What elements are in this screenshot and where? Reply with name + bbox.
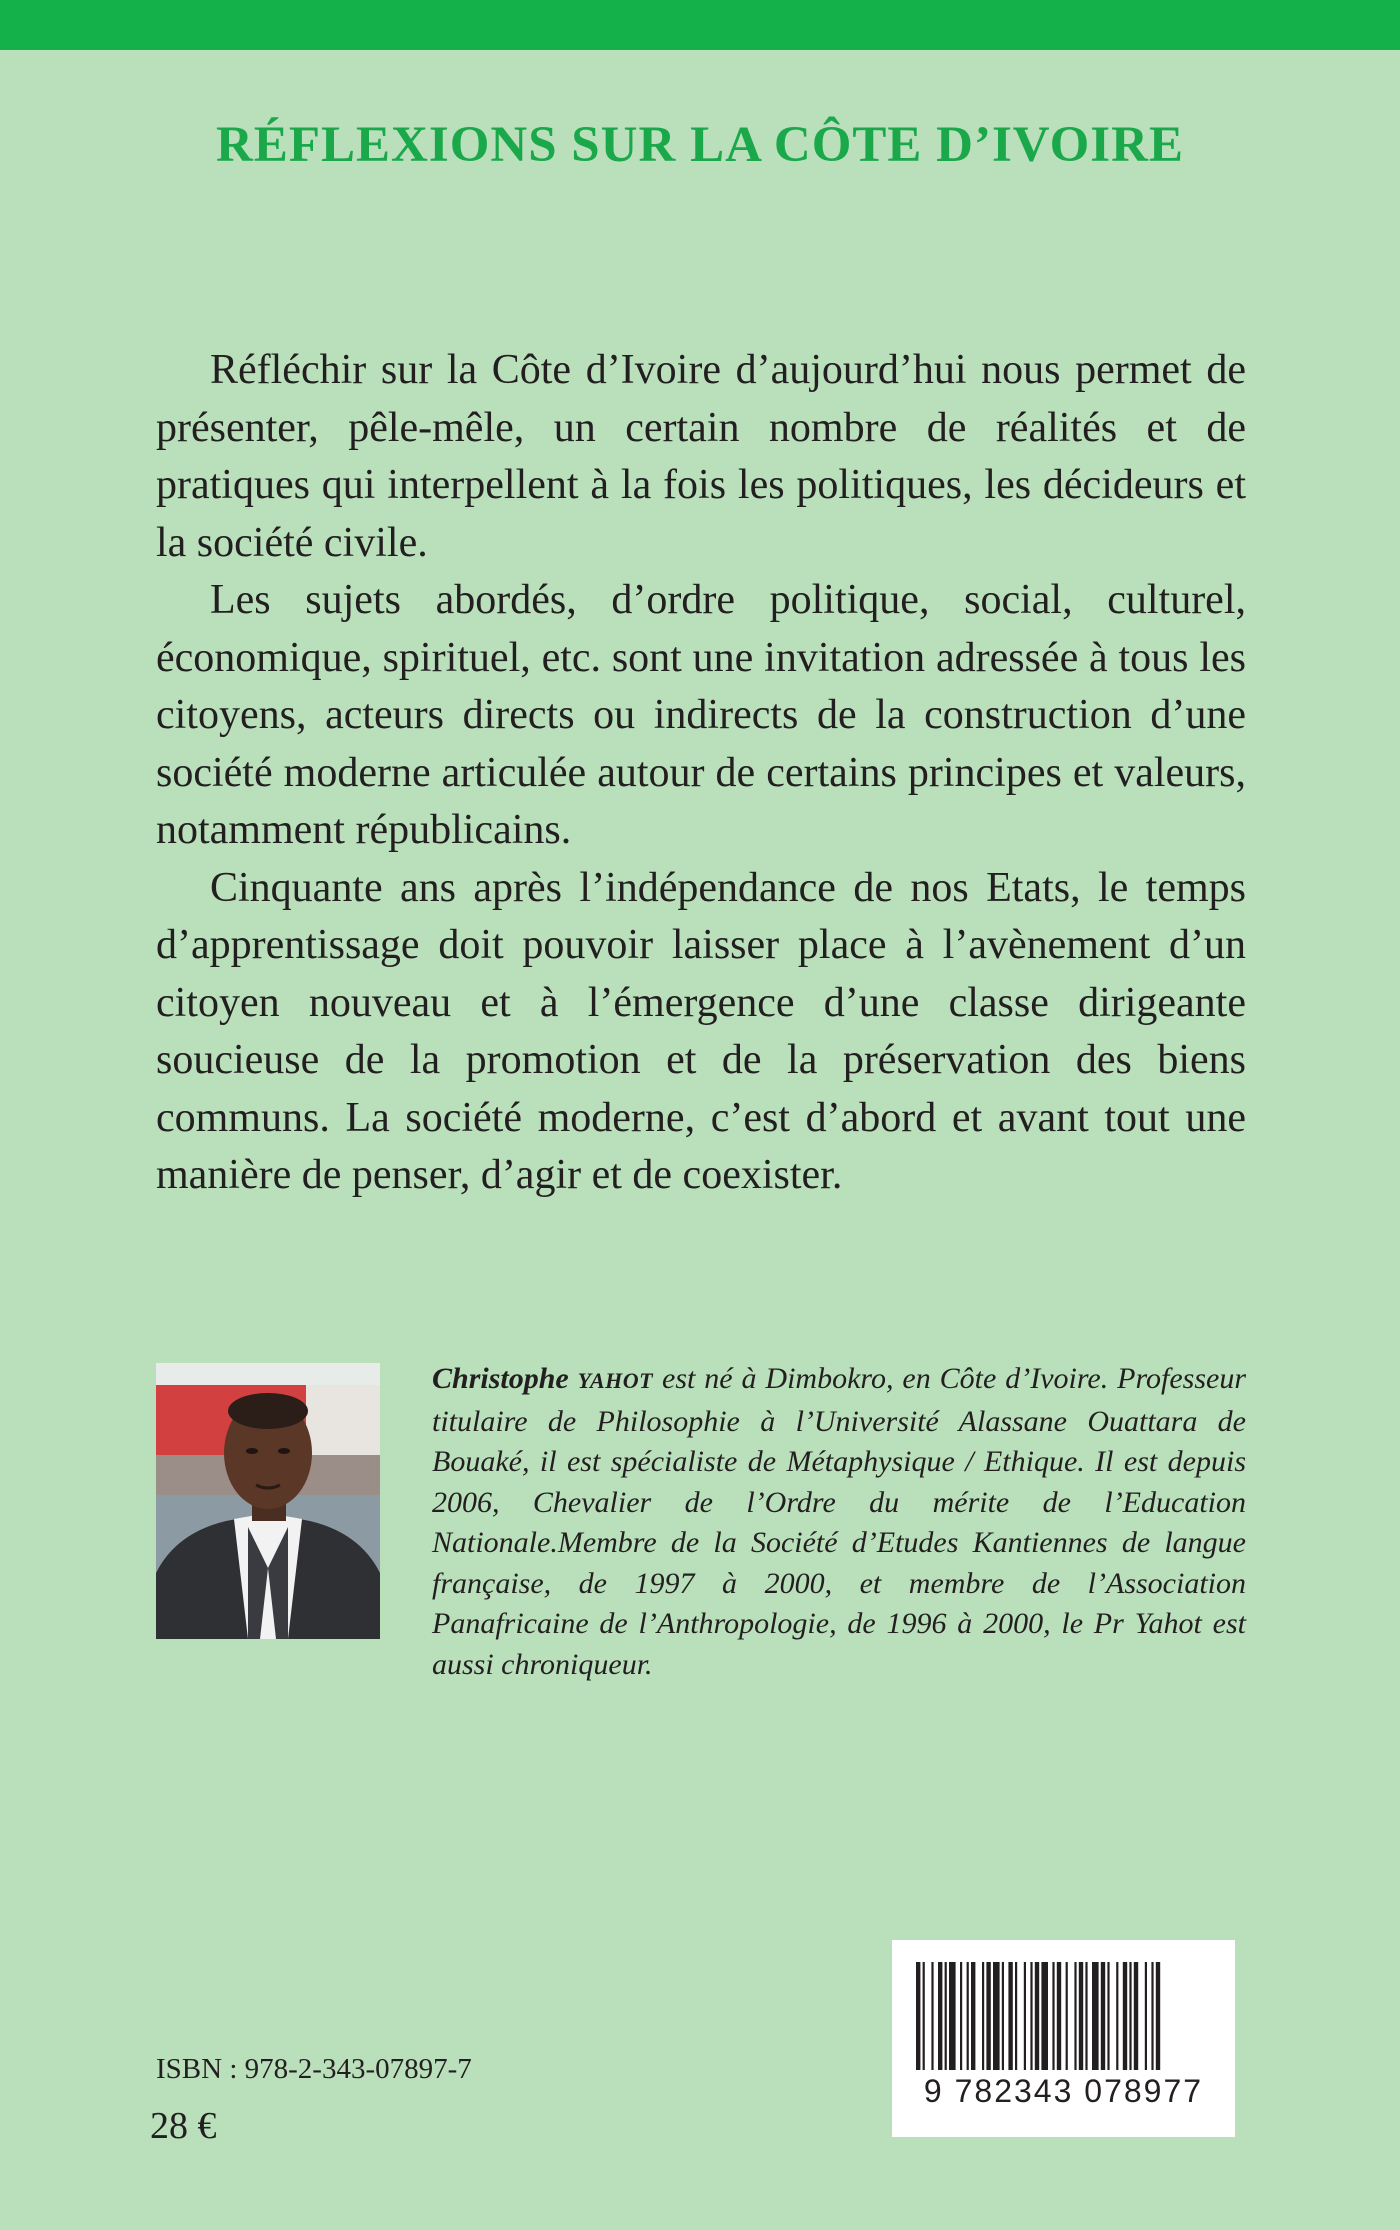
synopsis-paragraph: Les sujets abordés, d’ordre politique, social, culturel, économique, spirituel, etc. sont une invitation adressée à tous les citoyens, acteurs directs ou indirects de la construction d’une société moderne articulée autour de certains principes et valeurs, notamment républicains. <box>156 577 1246 853</box>
barcode-bar <box>938 1962 942 2070</box>
synopsis <box>156 342 1246 1205</box>
barcode-bar <box>1002 1962 1004 2070</box>
author-last-name: YAHOT <box>577 1368 654 1393</box>
barcode-bar <box>916 1962 920 2070</box>
barcode-bar <box>982 1962 984 2070</box>
barcode-bar <box>967 1962 969 2070</box>
barcode-bar <box>1066 1962 1068 2070</box>
barcode-bar <box>1151 1962 1153 2070</box>
barcode-bar <box>971 1962 975 2070</box>
barcode-bar <box>986 1962 990 2070</box>
synopsis-paragraph: Cinquante ans après l’indépendance de nos Etats, le temps d’apprentissage doit pouvoir laisser place à l’avènement d’un citoyen nouveau et à l’émergence d’une classe dirigeante soucieuse de la promotion et de la préservation des biens communs. La société moderne, c’est d’abord et avant tout une manière de penser, d’agir et de coexister. <box>156 864 1246 1198</box>
barcode-bar <box>993 1962 1000 2070</box>
barcode-bar <box>960 1962 962 2070</box>
author-portrait-image <box>156 1363 380 1639</box>
barcode-bar <box>1030 1962 1032 2070</box>
barcode-bar <box>931 1962 933 2070</box>
barcode-bar <box>1041 1962 1048 2070</box>
barcode-bar <box>1092 1962 1099 2070</box>
barcode-bar <box>1074 1962 1076 2070</box>
barcode-digits: 9 782343 078977 <box>923 2073 1204 2109</box>
barcode-bar <box>949 1962 956 2070</box>
barcode-bar <box>1008 1962 1012 2070</box>
barcode-bar <box>1123 1962 1127 2070</box>
author-bio <box>432 1359 1246 1685</box>
barcode-bar <box>1015 1962 1017 2070</box>
barcode-bar <box>923 1962 925 2070</box>
barcode-bar <box>1024 1962 1026 2070</box>
barcode-bar <box>1116 1962 1118 2070</box>
barcode-bar <box>1052 1962 1054 2070</box>
barcode-bar <box>1057 1962 1061 2070</box>
barcode-bar <box>1085 1962 1087 2070</box>
barcode-bar <box>1101 1962 1105 2070</box>
barcode-bar <box>1129 1962 1131 2070</box>
barcode-bar <box>1145 1962 1147 2070</box>
barcode-bar <box>945 1962 947 2070</box>
synopsis-paragraph: Réfléchir sur la Côte d’Ivoire d’aujourd’hui nous permet de présenter, pêle-mêle, un certain nombre de réalités et de pratiques qui interpellent à la fois les politiques, les décideurs et la société civile. <box>156 347 1246 566</box>
barcode-bar <box>1156 1962 1160 2070</box>
price: 28 € <box>150 2105 217 2147</box>
barcode-bar <box>1079 1962 1083 2070</box>
isbn: ISBN : 978-2-343-07897-7 <box>156 2053 472 2085</box>
author-bio-text: est né à Dimbokro, en Côte d’Ivoire. Professeur titulaire de Philosophie à l’Université Alassane Ouattara de Bouaké, il est spécialiste de Métaphysique / Ethique. Il est depuis 2006, Chevalier de l’Ordre du mérite de l’Education Nationale.Membre de la Société d’Etudes Kantiennes de langue française, de 1997 à 2000, et membre de l’Association Panafricaine de l’Anthropologie, de 1996 à 2000, le Pr Yahot est aussi chroniqueur. <box>432 1362 1247 1681</box>
book-title: RÉFLEXIONS SUR LA CÔTE D’IVOIRE <box>215 117 1184 173</box>
barcode-bar <box>1107 1962 1109 2070</box>
author-photo <box>156 1363 380 1639</box>
barcode <box>892 1940 1235 2137</box>
barcode-bar <box>1134 1962 1138 2070</box>
author-first-name: Christophe <box>432 1362 569 1395</box>
top-color-band <box>0 0 1400 50</box>
barcode-bar <box>1035 1962 1039 2070</box>
